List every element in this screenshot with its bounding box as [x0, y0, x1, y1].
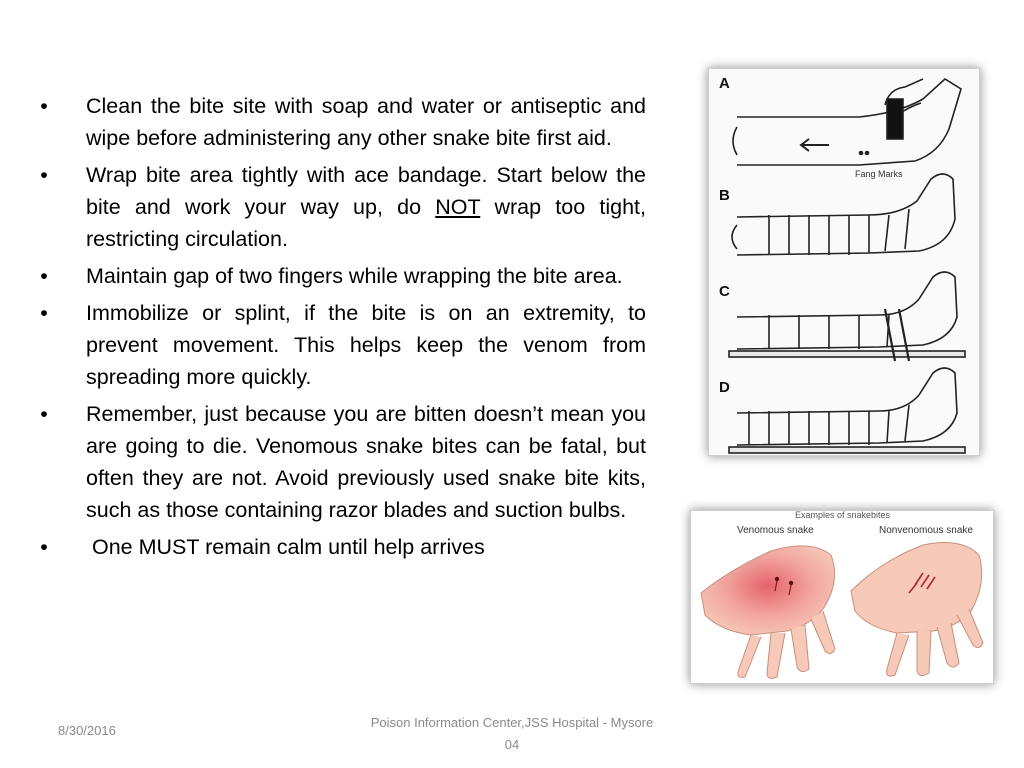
fang-marks-label: Fang Marks [855, 169, 903, 179]
bullet-list [34, 90, 646, 568]
leg-a [737, 79, 961, 165]
venomous-hand [701, 546, 835, 678]
bullet-text: wrap too tight, restricting circulation. [86, 195, 646, 251]
bullet-text: Remember, just because you are bitten doesn’t mean you are going to die. Venomous snake bites can be fatal, but often they are not. Avoid previously used snake bite kits, such as those containing razor blades and suction bulbs. [86, 402, 646, 522]
bullet-text: Clean the bite site with soap and water or antiseptic and wipe before administering any other snake bite first aid. [86, 94, 646, 150]
hands-illustration [691, 511, 993, 683]
snakebite-examples-figure [690, 510, 994, 684]
leg-c [737, 272, 957, 349]
bullet-item [34, 531, 646, 563]
bullet-text: Maintain gap of two fingers while wrapping the bite area. [86, 264, 623, 288]
bullet-text: Immobilize or splint, if the bite is on an extremity, to prevent movement. This helps keep the venom from spreading more quickly. [86, 301, 646, 389]
bullet-item [34, 260, 646, 292]
panel-label-a: A [719, 75, 730, 92]
splint-d [729, 447, 965, 453]
bullet-item [34, 398, 646, 526]
bullet-item [34, 90, 646, 154]
panel-label-d: D [719, 379, 730, 396]
panel-label-c: C [719, 283, 730, 300]
bullet-text: Wrap bite area tightly with ace bandage. Start below the bite and work your way up, do [86, 163, 646, 219]
splint-c [729, 351, 965, 357]
bullet-marker: • [40, 301, 48, 325]
bandage-illustration [709, 69, 979, 455]
bandage-steps-figure [708, 68, 980, 456]
bullet-marker: • [40, 264, 48, 288]
bullet-item [34, 159, 646, 255]
band-a [887, 99, 903, 139]
footer-organization: Poison Information Center,JSS Hospital - Mysore 04 [370, 715, 654, 752]
figure-header: Examples of snakebites [795, 510, 891, 520]
leg-d [737, 368, 957, 445]
bullet-marker: • [40, 163, 48, 187]
bullet-item [34, 297, 646, 393]
footer-date: 8/30/2016 [58, 723, 116, 738]
nonvenomous-hand [851, 543, 983, 677]
bullet-text: One MUST remain calm until help arrives [92, 535, 485, 559]
bullet-emphasis: NOT [435, 195, 481, 219]
bullet-marker: • [40, 535, 48, 559]
bullet-marker: • [40, 402, 48, 426]
panel-label-b: B [719, 187, 730, 204]
arrow-a [801, 139, 829, 151]
bullet-marker: • [40, 94, 48, 118]
nonvenomous-label: Nonvenomous snake [879, 525, 973, 536]
venomous-label: Venomous snake [737, 525, 814, 536]
